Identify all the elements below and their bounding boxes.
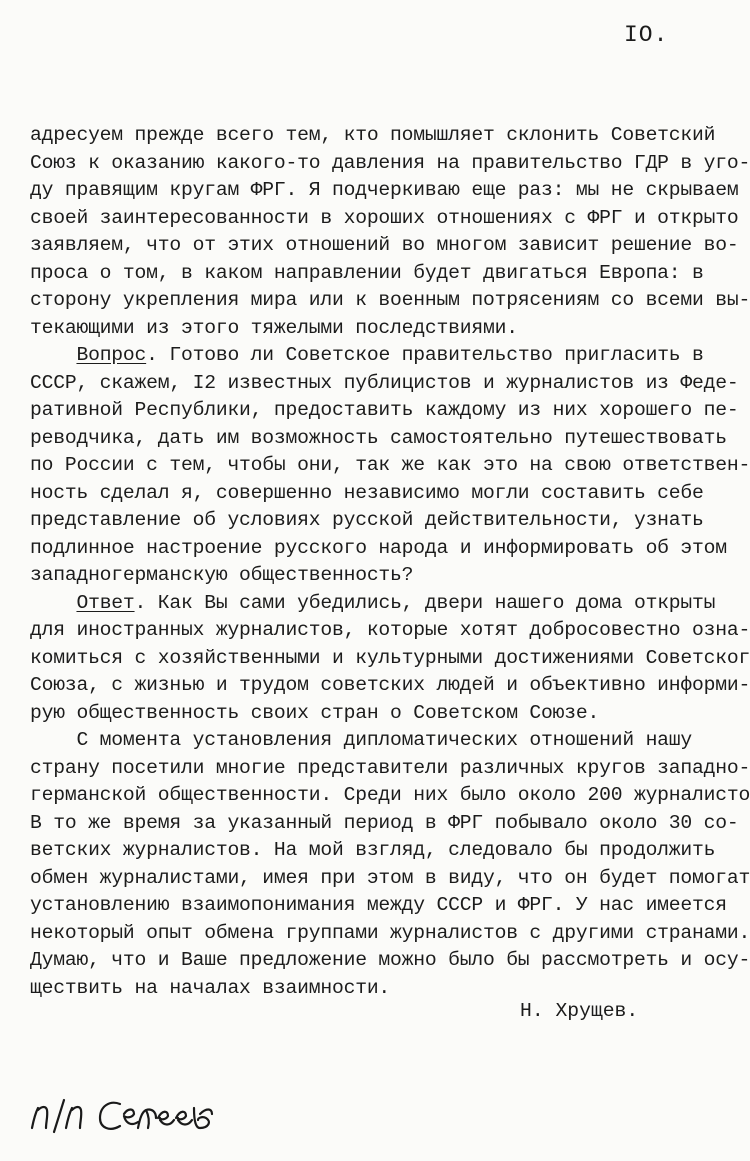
- page-number: IO.: [624, 22, 669, 48]
- text-line: по России с тем, чтобы они, так же как это на свою ответствен-: [30, 454, 750, 476]
- text-line: Союза, с жизнью и трудом советских людей и объективно информи-: [30, 674, 750, 696]
- text-line: СССР, скажем, I2 известных публицистов и журналистов из Феде-: [30, 371, 739, 394]
- text-line: проса о том, в каком направлении будет двигаться Европа: в: [30, 261, 704, 284]
- text-line: западногерманскую общественность?: [30, 564, 414, 586]
- answer-first-line: [30, 590, 742, 618]
- text-line: установлению взаимопонимания между СССР и ФРГ. У нас имеется: [30, 894, 727, 916]
- text-line: германской общественности. Среди них было около 200 журналисто: [30, 784, 750, 806]
- text-line: адресуем прежде всего тем, кто помышляет склонить Советский: [30, 124, 716, 146]
- document-body: [30, 122, 750, 1002]
- text-line: ветских журналистов. На мой взгляд, следовало бы продолжить: [30, 839, 716, 861]
- handwritten-signature-icon: [28, 1078, 228, 1148]
- text-line: ративной Республики, предоставить каждому из них хорошего пе-: [30, 399, 739, 421]
- text-line: рую общественность своих стран о Советском Союзе.: [30, 701, 600, 724]
- question-first-line: [30, 342, 742, 370]
- text-line: комиться с хозяйственными и культурными достижениями Советског: [30, 646, 750, 669]
- text-line: заявляем, что от этих отношений во многом зависит решение во-: [30, 234, 739, 256]
- text-line: текающими из этого тяжелыми последствиями.: [30, 316, 518, 339]
- text-line: для иностранных журналистов, которые хотят добросовестно озна-: [30, 619, 750, 641]
- text-line: сторону укрепления мира или к военным потрясениям со всеми вы-: [30, 289, 750, 311]
- signature: Н. Хрущев.: [520, 1000, 639, 1022]
- text-line: представление об условиях русской действительности, узнать: [30, 509, 704, 531]
- paragraph-4: [30, 727, 750, 1002]
- text-line: своей заинтересованности в хороших отношениях с ФРГ и открыто: [30, 206, 739, 229]
- text-line: подлинное настроение русского народа и информировать об этом: [30, 536, 727, 559]
- question-label: Вопрос: [76, 344, 147, 366]
- text-line: реводчика, дать им возможность самостоятельно путешествовать: [30, 426, 727, 449]
- paragraph-question: [30, 342, 750, 590]
- text-span: . Как Вы сами убедились, двери нашего дома открыты: [134, 591, 716, 614]
- text-line: В то же время за указанный период в ФРГ побывало около 30 со-: [30, 811, 739, 834]
- paragraph-1: [30, 122, 750, 342]
- text-line: некоторый опыт обмена группами журналистов с другими странами.: [30, 921, 750, 944]
- text-line: С момента установления дипломатических отношений нашу: [30, 729, 693, 751]
- text-line: ду правящим кругам ФРГ. Я подчеркиваю еще раз: мы не скрываем: [30, 179, 739, 201]
- answer-label: Ответ: [76, 591, 135, 614]
- paragraph-answer: [30, 590, 750, 728]
- text-line: ществить на началах взаимности.: [30, 976, 391, 999]
- text-line: страну посетили многие представители различных кругов западно-: [30, 756, 750, 779]
- text-line: Думаю, что и Ваше предложение можно было бы рассмотреть и осу-: [30, 949, 750, 971]
- text-line: ность сделал я, совершенно независимо могли составить себе: [30, 481, 704, 504]
- text-line: Союз к оказанию какого-то давления на правительство ГДР в уго-: [30, 151, 750, 174]
- text-line: обмен журналистами, имея при этом в виду, что он будет помогат: [30, 866, 750, 889]
- text-span: . Готово ли Советское правительство пригласить в: [146, 344, 704, 366]
